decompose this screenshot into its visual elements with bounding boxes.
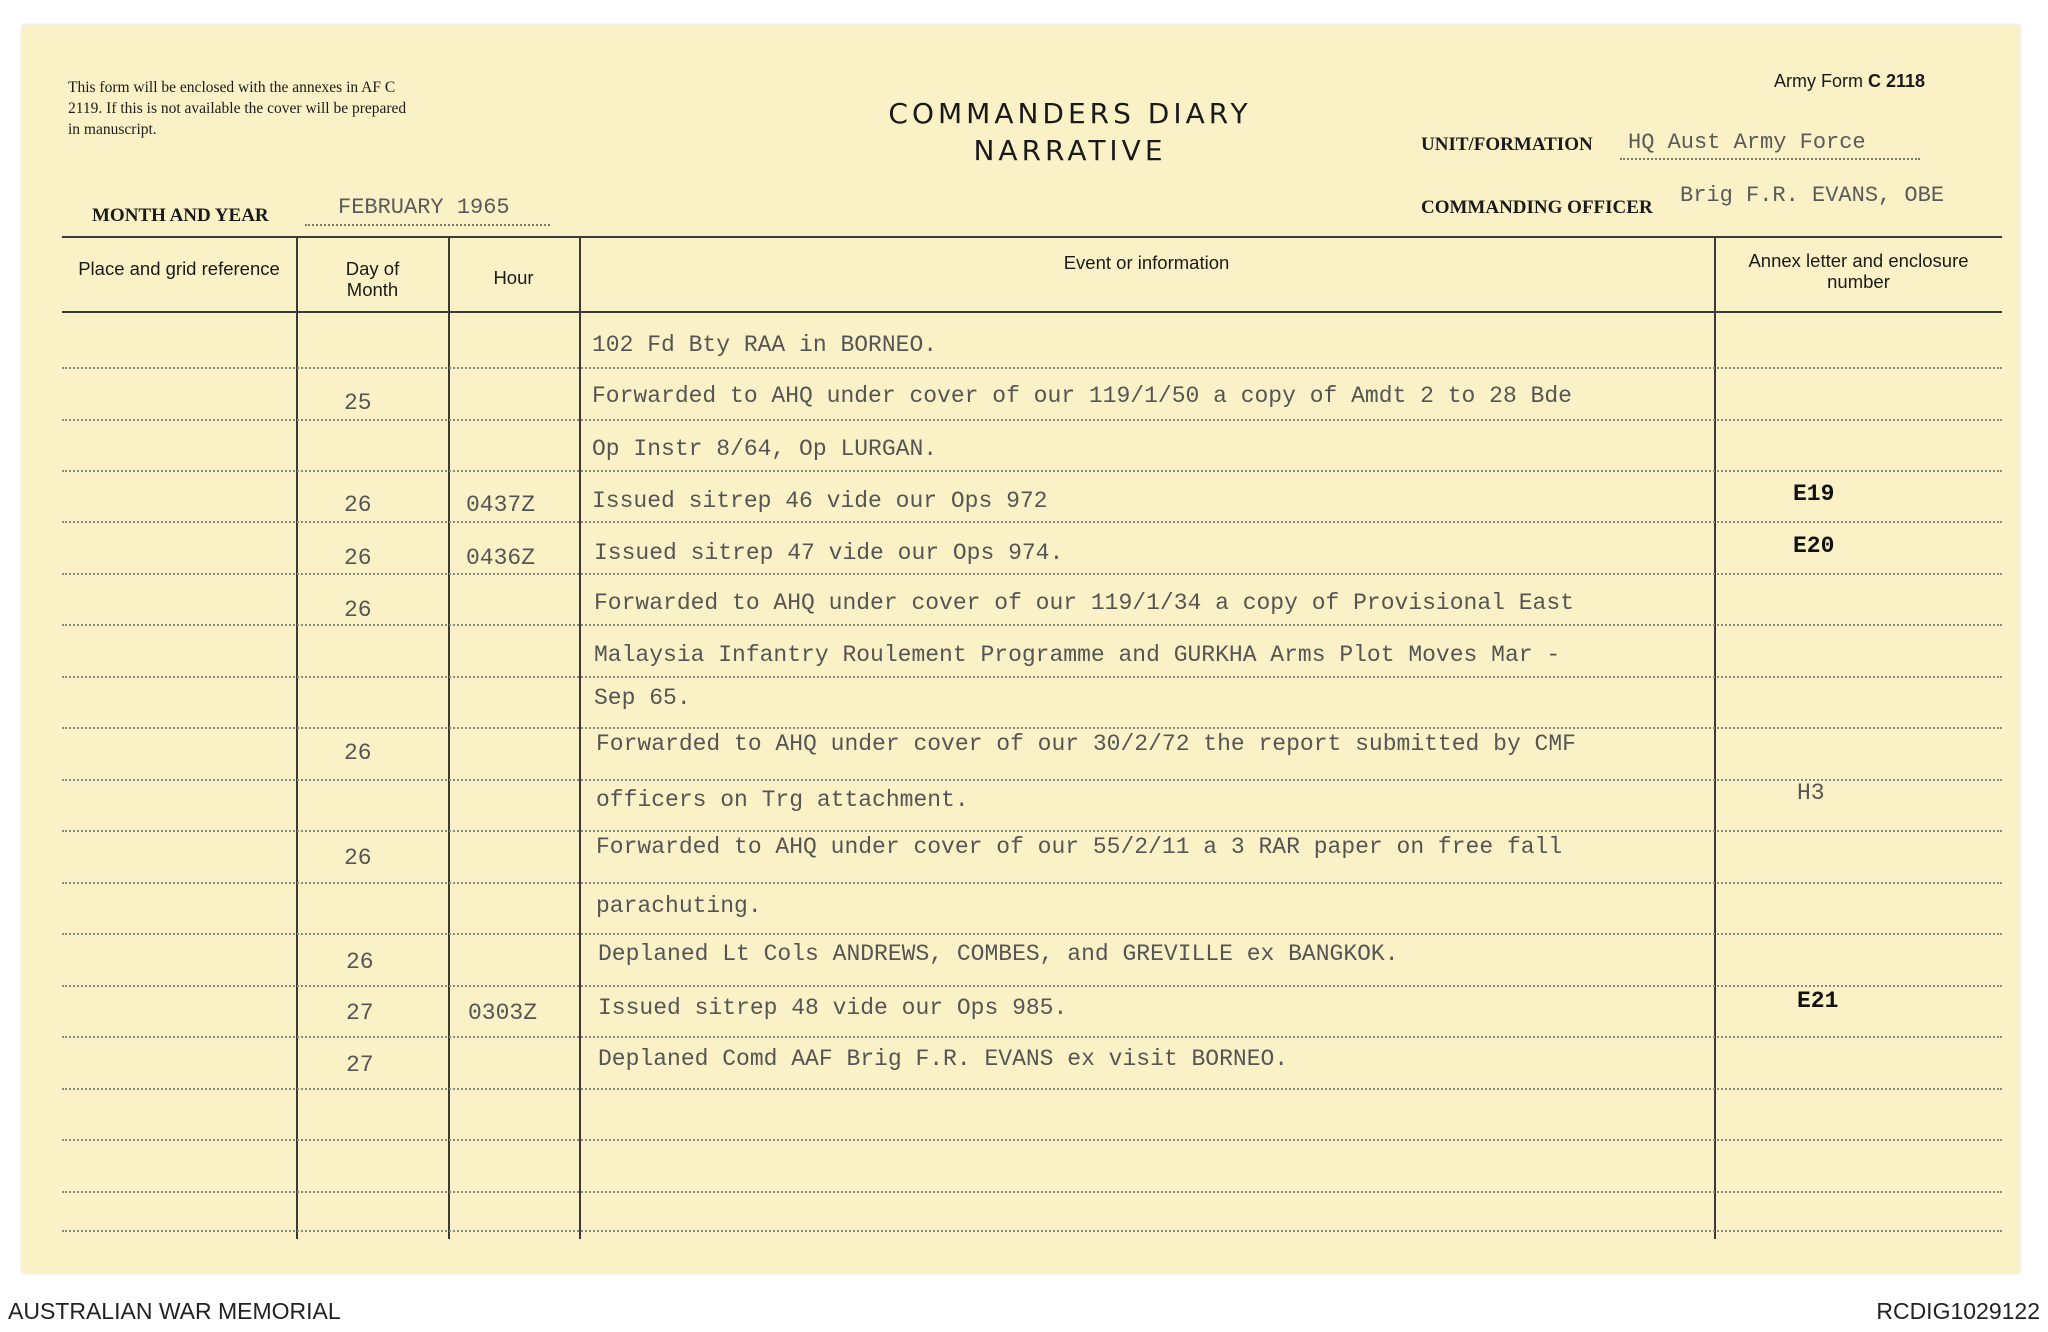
- row-event: Forwarded to AHQ under cover of our 30/2/72 the report submitted by CMF: [596, 731, 1576, 757]
- row-line: [62, 882, 2002, 884]
- row-line: [62, 933, 2002, 935]
- row-line: [62, 1036, 2002, 1038]
- month-year-value: FEBRUARY 1965: [338, 195, 510, 220]
- row-day: 26: [344, 845, 372, 871]
- archive-credit: AUSTRALIAN WAR MEMORIAL: [8, 1298, 341, 1324]
- header-event: Event or information: [1063, 252, 1230, 273]
- row-day: 26: [344, 492, 372, 518]
- month-year-label: MONTH AND YEAR: [92, 205, 269, 226]
- army-form-number: [1774, 71, 1925, 92]
- commanding-officer-label: COMMANDING OFFICER: [1421, 197, 1653, 218]
- row-day: 26: [346, 949, 374, 975]
- row-annex: H3: [1797, 780, 1825, 806]
- row-event: Deplaned Lt Cols ANDREWS, COMBES, and GREVILLE ex BANGKOK.: [598, 941, 1399, 967]
- row-line: [62, 779, 2002, 781]
- row-event: Forwarded to AHQ under cover of our 119/1/34 a copy of Provisional East: [594, 590, 1574, 616]
- table-top-rule: [62, 236, 2002, 238]
- row-line: [62, 1230, 2002, 1232]
- form-notice: This form will be enclosed with the annexes in AF C 2119. If this is not available the cover will be prepared in manuscript.: [68, 79, 407, 138]
- unit-formation-dots: [1620, 158, 1920, 160]
- row-event: Sep 65.: [594, 685, 691, 711]
- row-event: officers on Trg attachment.: [596, 787, 969, 813]
- commanding-officer-value: Brig F.R. EVANS, OBE: [1680, 183, 1945, 208]
- row-line: [62, 470, 2002, 472]
- row-annex: E19: [1793, 481, 1835, 507]
- header-hour: Hour: [493, 267, 534, 288]
- table-header-rule: [62, 311, 2002, 313]
- row-day: 26: [344, 740, 372, 766]
- row-line: [62, 1191, 2002, 1193]
- row-event: Issued sitrep 47 vide our Ops 974.: [594, 540, 1064, 566]
- form-title: [830, 95, 1310, 169]
- row-event: Issued sitrep 48 vide our Ops 985.: [598, 995, 1068, 1021]
- row-day: 25: [344, 390, 372, 416]
- unit-formation-value: HQ Aust Army Force: [1628, 130, 1866, 155]
- row-day: 27: [346, 1000, 374, 1026]
- row-annex: E20: [1793, 533, 1835, 559]
- row-event: Deplaned Comd AAF Brig F.R. EVANS ex visit BORNEO.: [598, 1046, 1289, 1072]
- row-hour: 0436Z: [466, 545, 536, 571]
- month-year-dots: [305, 224, 550, 226]
- row-day: 26: [344, 545, 372, 571]
- row-event: Malaysia Infantry Roulement Programme and GURKHA Arms Plot Moves Mar -: [594, 642, 1561, 668]
- row-event: Issued sitrep 46 vide our Ops 972: [592, 488, 1048, 514]
- row-line: [62, 676, 2002, 678]
- header-place: Place and grid reference: [78, 258, 280, 279]
- row-line: [62, 624, 2002, 626]
- row-event: 102 Fd Bty RAA in BORNEO.: [592, 332, 938, 358]
- row-line: [62, 1139, 2002, 1141]
- row-hour: 0303Z: [468, 1000, 538, 1026]
- form-prefix: Army Form: [1774, 71, 1863, 91]
- row-line: [62, 573, 2002, 575]
- row-line: [62, 985, 2002, 987]
- row-hour: 0437Z: [466, 492, 536, 518]
- row-line: [62, 727, 2002, 729]
- archive-id: RCDIG1029122: [1876, 1298, 2040, 1324]
- header-annex: Annex letter and enclosure number: [1748, 250, 1969, 292]
- row-day: 26: [344, 597, 372, 623]
- title-line-1: COMMANDERS DIARY: [888, 97, 1252, 130]
- header-day: Day of Month: [345, 258, 400, 300]
- row-line: [62, 521, 2002, 523]
- row-event: parachuting.: [596, 893, 762, 919]
- row-event: Forwarded to AHQ under cover of our 119/1/50 a copy of Amdt 2 to 28 Bde: [592, 383, 1572, 409]
- row-event: Op Instr 8/64, Op LURGAN.: [592, 436, 938, 462]
- row-annex: E21: [1797, 988, 1839, 1014]
- row-event: Forwarded to AHQ under cover of our 55/2/11 a 3 RAR paper on free fall: [596, 834, 1563, 860]
- form-number: C 2118: [1868, 71, 1926, 91]
- unit-formation-label: UNIT/FORMATION: [1421, 134, 1593, 155]
- row-line: [62, 367, 2002, 369]
- title-line-2: NARRATIVE: [973, 134, 1167, 167]
- row-day: 27: [346, 1052, 374, 1078]
- row-line: [62, 830, 2002, 832]
- row-line: [62, 1088, 2002, 1090]
- row-line: [62, 419, 2002, 421]
